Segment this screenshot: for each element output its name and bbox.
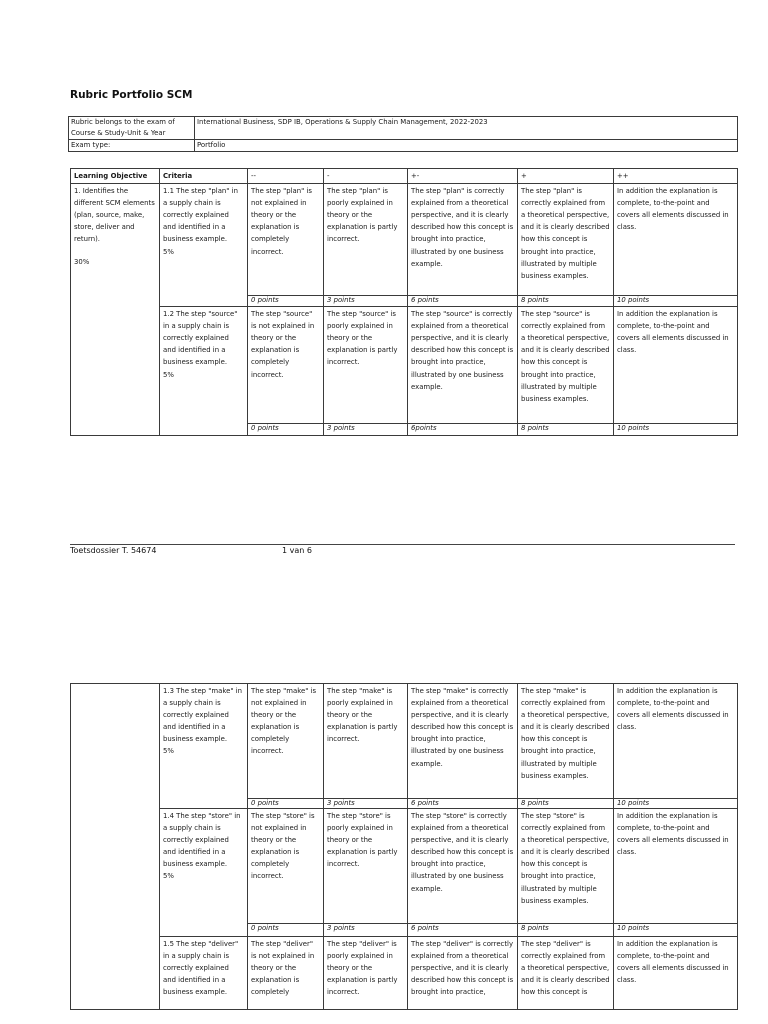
points-cell: 6 points [408,924,518,937]
points-cell: 10 points [614,295,738,306]
header-very-poor: -- [248,169,324,184]
points-cell: 8 points [518,424,614,436]
info-row [69,140,738,152]
level-cell: The step "source" is poorly explained in theory or the explanation is partly incorrect. [324,307,408,424]
learning-objective-cell [71,684,160,1010]
footer-divider [70,544,735,545]
points-cell: 6 points [408,295,518,306]
exam-info-table [68,116,738,152]
info-value: Portfolio [195,140,738,152]
points-cell: 10 points [614,799,738,809]
rubric-table-page-2 [70,683,738,1010]
header-excellent: ++ [614,169,738,184]
learning-objective-weight: 30% [74,257,90,266]
criteria-cell: 1.3 The step "make" in a supply chain is correctly explained and identified in a business example. 5% [160,684,248,809]
header-poor: - [324,169,408,184]
level-cell: The step "store" is not explained in theory or the explanation is completely incorrect. [248,809,324,924]
level-cell: In addition the explanation is complete, to-the-point and covers all elements discussed in class. [614,937,738,1010]
points-cell: 8 points [518,924,614,937]
points-cell: 8 points [518,799,614,809]
table-row [71,809,738,924]
info-row [69,117,738,140]
points-cell: 0 points [248,295,324,306]
level-cell: The step "source" is correctly explained from a theoretical perspective, and it is clearly described how this concept is brought into practice, illustrated by multiple business examples. [518,307,614,424]
page-number: 1 van 6 [282,546,312,555]
level-cell: The step "deliver" is correctly explained from a theoretical perspective, and it is clearly described how this concept is [518,937,614,1010]
header-good: + [518,169,614,184]
points-cell: 3 points [324,924,408,937]
header-row [71,169,738,184]
level-cell: The step "make" is not explained in theory or the explanation is completely incorrect. [248,684,324,799]
criteria-cell: 1.2 The step "source" in a supply chain is correctly explained and identified in a business example. 5% [160,307,248,436]
info-value: International Business, SDP IB, Operations & Supply Chain Management, 2022-2023 [195,117,738,140]
rubric-table-page-1 [70,168,738,436]
level-cell: The step "source" is not explained in theory or the explanation is completely incorrect. [248,307,324,424]
table-row [71,684,738,799]
level-cell: The step "plan" is not explained in theory or the explanation is completely incorrect. [248,184,324,296]
level-cell: In addition the explanation is complete, to-the-point and covers all elements discussed in class. [614,684,738,799]
criteria-cell: 1.1 The step "plan" in a supply chain is correctly explained and identified in a business example. 5% [160,184,248,307]
level-cell: The step "store" is correctly explained from a theoretical perspective, and it is clearly described how this concept is brought into practice, illustrated by multiple business examples. [518,809,614,924]
learning-objective-text: 1. Identifies the different SCM elements (plan, source, make, store, deliver and return). [74,187,155,244]
level-cell: The step "plan" is poorly explained in theory or the explanation is partly incorrect. [324,184,408,296]
document-title: Rubric Portfolio SCM [70,89,193,101]
info-label: Exam type: [69,140,195,152]
level-cell: The step "make" is correctly explained from a theoretical perspective, and it is clearly described how this concept is brought into practice, illustrated by one business example. [408,684,518,799]
table-row [71,937,738,1010]
level-cell: The step "make" is correctly explained from a theoretical perspective, and it is clearly described how this concept is brought into practice, illustrated by multiple business examples. [518,684,614,799]
points-cell: 0 points [248,799,324,809]
footer-document-id: Toetsdossier T. 54674 [70,546,157,555]
points-cell: 3 points [324,424,408,436]
learning-objective-cell [71,184,160,436]
points-cell: 10 points [614,924,738,937]
points-cell: 3 points [324,295,408,306]
table-row [71,307,738,424]
header-learning-objective: Learning Objective [71,169,160,184]
level-cell: The step "deliver" is correctly explained from a theoretical perspective, and it is clearly described how this concept is brought into practice, [408,937,518,1010]
level-cell: The step "make" is poorly explained in theory or the explanation is partly incorrect. [324,684,408,799]
level-cell: The step "store" is poorly explained in theory or the explanation is partly incorrect. [324,809,408,924]
table-row [71,184,738,296]
level-cell: The step "deliver" is not explained in theory or the explanation is completely [248,937,324,1010]
points-cell: 3 points [324,799,408,809]
points-cell: 8 points [518,295,614,306]
level-cell: In addition the explanation is complete, to-the-point and covers all elements discussed in class. [614,809,738,924]
points-cell: 6 points [408,799,518,809]
level-cell: The step "plan" is correctly explained from a theoretical perspective, and it is clearly described how this concept is brought into practice, illustrated by multiple business examples. [518,184,614,296]
level-cell: The step "plan" is correctly explained from a theoretical perspective, and it is clearly described how this concept is brought into practice, illustrated by one business example. [408,184,518,296]
criteria-cell: 1.4 The step "store" in a supply chain is correctly explained and identified in a business example. 5% [160,809,248,937]
criteria-cell: 1.5 The step "deliver" in a supply chain is correctly explained and identified in a business example. [160,937,248,1010]
level-cell: In addition the explanation is complete, to-the-point and covers all elements discussed in class. [614,307,738,424]
info-label: Rubric belongs to the exam of Course & Study-Unit & Year [69,117,195,140]
points-cell: 0 points [248,424,324,436]
points-cell: 0 points [248,924,324,937]
header-sufficient: +- [408,169,518,184]
level-cell: In addition the explanation is complete, to-the-point and covers all elements discussed in class. [614,184,738,296]
level-cell: The step "deliver" is poorly explained in theory or the explanation is partly incorrect. [324,937,408,1010]
points-cell: 10 points [614,424,738,436]
points-cell: 6points [408,424,518,436]
header-criteria: Criteria [160,169,248,184]
level-cell: The step "store" is correctly explained from a theoretical perspective, and it is clearly described how this concept is brought into practice, illustrated by one business example. [408,809,518,924]
level-cell: The step "source" is correctly explained from a theoretical perspective, and it is clearly described how this concept is brought into practice, illustrated by one business example. [408,307,518,424]
